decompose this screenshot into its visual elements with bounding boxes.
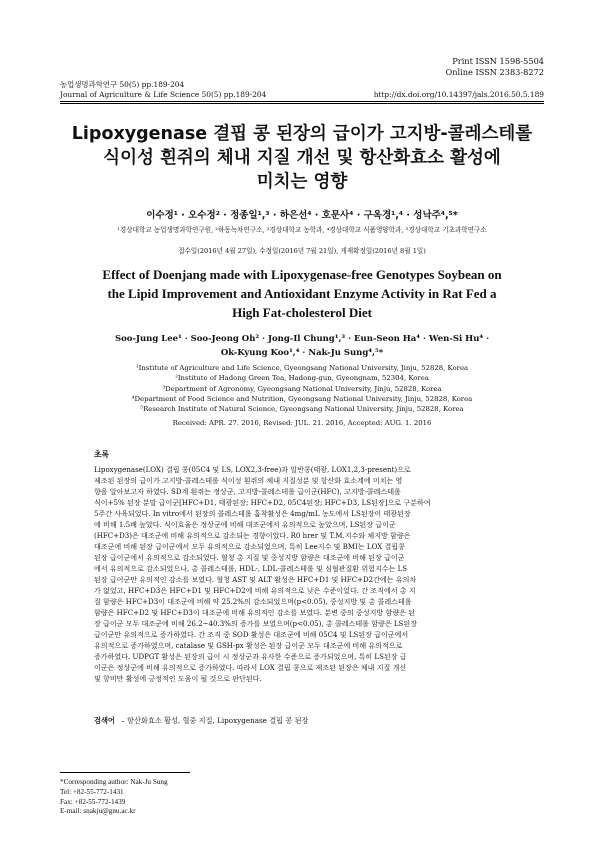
corresponding-author-footnote — [60, 778, 168, 817]
footnote-rule — [60, 772, 190, 773]
journal-citation-en: Journal of Agriculture & Life Science 50(5) pp.189-204 — [60, 89, 267, 99]
korean-affiliations: ¹경상대학교 농업생명과학연구원, ²하동녹차연구소, ³경상대학교 농학과, ⁴경상대학교 식품영양학과, ⁵경상대학교 기초과학연구소 — [117, 226, 487, 234]
abstract-line: 대조군에 비해 된장 급이군에서 모두 유의적으로 감소되었으며, 특히 Lee지수 및 BMI는 LOX 결핍콩 — [94, 542, 405, 552]
corresponding-author: *Corresponding author: Nak-Ju Sung — [60, 778, 168, 786]
keywords-text: – 항산화효소 활성, 혈중 지질, Lipoxygenase 결핍 콩 된장 — [121, 716, 309, 725]
abstract-line: 유의적으로 증가하였으며, catalase 및 GSH-px 활성은 된장 급이군 모두 대조군에 비해 유의적으로 — [94, 641, 403, 651]
abstract-line: 에서 유의적으로 감소되었으나, 총 콜레스테롤, HDL-, LDL-콜레스테롤 및 심혈관질환 위험지수는 LS — [94, 564, 408, 574]
abstract-line: 이군은 정상군에 비해 유의적으로 증가하였다. 따라서 LOX 결핍 콩으로 제조된 된장은 체내 지질 개선 — [94, 663, 407, 673]
issn-block — [344, 56, 544, 77]
abstract-line: 제조된 된장의 급이가 고지방-콜레스테롤 식이성 흰쥐의 체내 지질성분 및 항산화 효소계에 미치는 영 — [94, 476, 403, 486]
journal-citation — [60, 80, 266, 99]
abstract-line: 함량은 HFC+D2 및 HFC+D3이 대조군에 비해 유의적인 감소를 보였다. 분변 중의 중성지방 함량은 된 — [94, 608, 415, 618]
english-authors: Soo-Jung Lee¹ · Soo-Jeong Oh² · Jong-Il Chung¹,³ · Eun-Seon Ha⁴ · Wen-Si Hu⁴ · Ok-Kyung Koo¹,⁴ · Nak-Ju Sung⁴,⁵* — [114, 334, 490, 358]
abstract-line: 된장 급이군만 유의적인 감소를 보였다. 혈청 AST 및 ALT 활성은 HFC+D1 및 HFC+D2간에는 유의차 — [94, 575, 417, 585]
keywords-label: 검색어 — [94, 716, 115, 725]
abstract-heading: 초록 — [94, 450, 110, 459]
abstract-line: 질 함량은 HFC+D3이 대조군에 비해 약 25.2%의 감소되었으며(p<0.05), 중성지방 및 총 콜레스테롤 — [94, 597, 412, 607]
abstract-line: 증가하였다. UDPGT 활성은 된장의 급이 시 정상군과 유사한 수준으로 증가되었으며, 특히 LS된장 급 — [94, 652, 407, 662]
english-affiliations — [60, 363, 544, 414]
abstract-line: 5주간 사육되었다. In vitro에서 된장의 콜레스테롤 흡착활성은 4mg/mL 농도에서 LS된장이 태광된장 — [94, 509, 411, 519]
online-issn: Online ISSN 2383-8272 — [445, 66, 544, 77]
abstract-line: 에 비해 1.5배 높았다. 식이효율은 정상군에 비해 대조군에서 유의적으로 높았으며, LS된장 급이군 — [94, 520, 396, 530]
doi-link[interactable]: http://dx.doi.org/10.14397/jals.2016.50.5.189 — [373, 89, 544, 99]
abstract-line: (HFC+D3)은 대조군에 비해 유의적으로 감소되는 경향이었다. R0 hrer 및 T.M.지수와 체지방 함량은 — [94, 531, 411, 541]
affiliation-line: ¹Institute of Agriculture and Life Science, Gyeongsang National University, Jinju, 52828, Korea — [135, 364, 469, 372]
abstract-line: 된장 급이군에서 유의적으로 감소되었다. 혈청 총 지질 및 중성지방 함량은 대조군에 비해 된장 급이군 — [94, 553, 405, 563]
abstract-line: Lipoxygenase(LOX) 결핍 콩(05C4 및 LS, LOX2,3-free)과 일반콩(태광, LOX1,2,3-present)으로 — [94, 465, 411, 474]
affiliation-line: ⁴Department of Food Science and Nutrition, Gyeongsang National University, Jinju, 52828, Korea — [131, 394, 473, 403]
doi-block — [374, 80, 544, 99]
english-title: Effect of Doenjang made with Lipoxygenase-free Genotypes Soybean on the Lipid Improvement and Antioxidant Enzyme Activity in Rat Fed a High Fat-cholesterol Diet — [102, 267, 502, 320]
journal-citation-ko: 농업생명과학연구 50(5) pp.189-204 — [60, 80, 185, 89]
abstract-line: 급이군만 유의적으로 증가하였다. 간 조직 중 SOD 활성은 대조군에 비해 05C4 및 LS된장 급이군에서 — [94, 630, 409, 640]
abstract-line: 장 급이군 모두 대조군에 비해 26.2~40.3%의 증가를 보였으며(p<0.05), 총 콜레스테롤 함량은 LS된장 — [94, 619, 418, 629]
author-email[interactable]: E-mail: snakju@gnu.ac.kr — [60, 807, 136, 816]
english-dates: Received: APR. 27. 2016, Revised: JUL. 21. 2016, Accepted: AUG. 1. 2016 — [172, 419, 432, 427]
korean-dates: 접수일(2016년 4월 27일), 수정일(2016년 7월 21일), 게재확정일(2016년 8월 1일) — [178, 247, 426, 255]
affiliation-line: ³Department of Agronomy, Gyeongsang National University, Jinju, 52828, Korea — [162, 384, 442, 393]
abstract-line: 식이+5% 된장 분말 급이군[HFC+D1, 태광된장; HFC+D2, 05C4된장; HFC+D3, LS된장]으로 구분하여 — [94, 498, 431, 508]
header-rule — [60, 101, 544, 102]
abstract-line: 및 항비만 활성에 긍정적인 도움이 될 것으로 판단된다. — [94, 674, 262, 684]
header-rule-thin — [60, 103, 544, 104]
author-tel: Tel: +82-55-772-1431 — [60, 787, 124, 796]
affiliation-line: ⁵Research Institute of Natural Science, Gyeongsang National University, Jinju, 52828, Korea — [140, 405, 464, 414]
print-issn: Print ISSN 1598-5504 — [452, 56, 544, 66]
abstract-line: 향을 알아보고자 하였다. SD계 흰쥐는 정상군, 고지방-콜레스테롤 급이군(HFC), 고지방-콜레스테롤 — [94, 487, 401, 497]
abstract-body — [94, 464, 514, 684]
korean-title: Lipoxygenase 결핍 콩 된장의 급이가 고지방-콜레스테롤 식이성 흰쥐의 체내 지질 개선 및 항산화효소 활성에 미치는 영향 — [71, 124, 533, 192]
korean-authors: 이수정¹ · 오수정² · 정종일¹,³ · 하은선⁴ · 호문사⁴ · 구옥경¹,⁴ · 성낙주⁴,⁵* — [146, 210, 458, 221]
author-fax: Fax: +82-55-772-1439 — [60, 797, 126, 806]
abstract-line: 가 없었고, HFC+D3은 HFC+D1 및 HFC+D2에 비해 유의적으로 낮은 수준이었다. 간 조직에서 총 지 — [94, 586, 416, 596]
affiliation-line: ²Institute of Hadong Green Tea, Hadong-gun, Gyeongnam, 52304, Korea — [175, 374, 429, 383]
keywords — [94, 716, 514, 726]
